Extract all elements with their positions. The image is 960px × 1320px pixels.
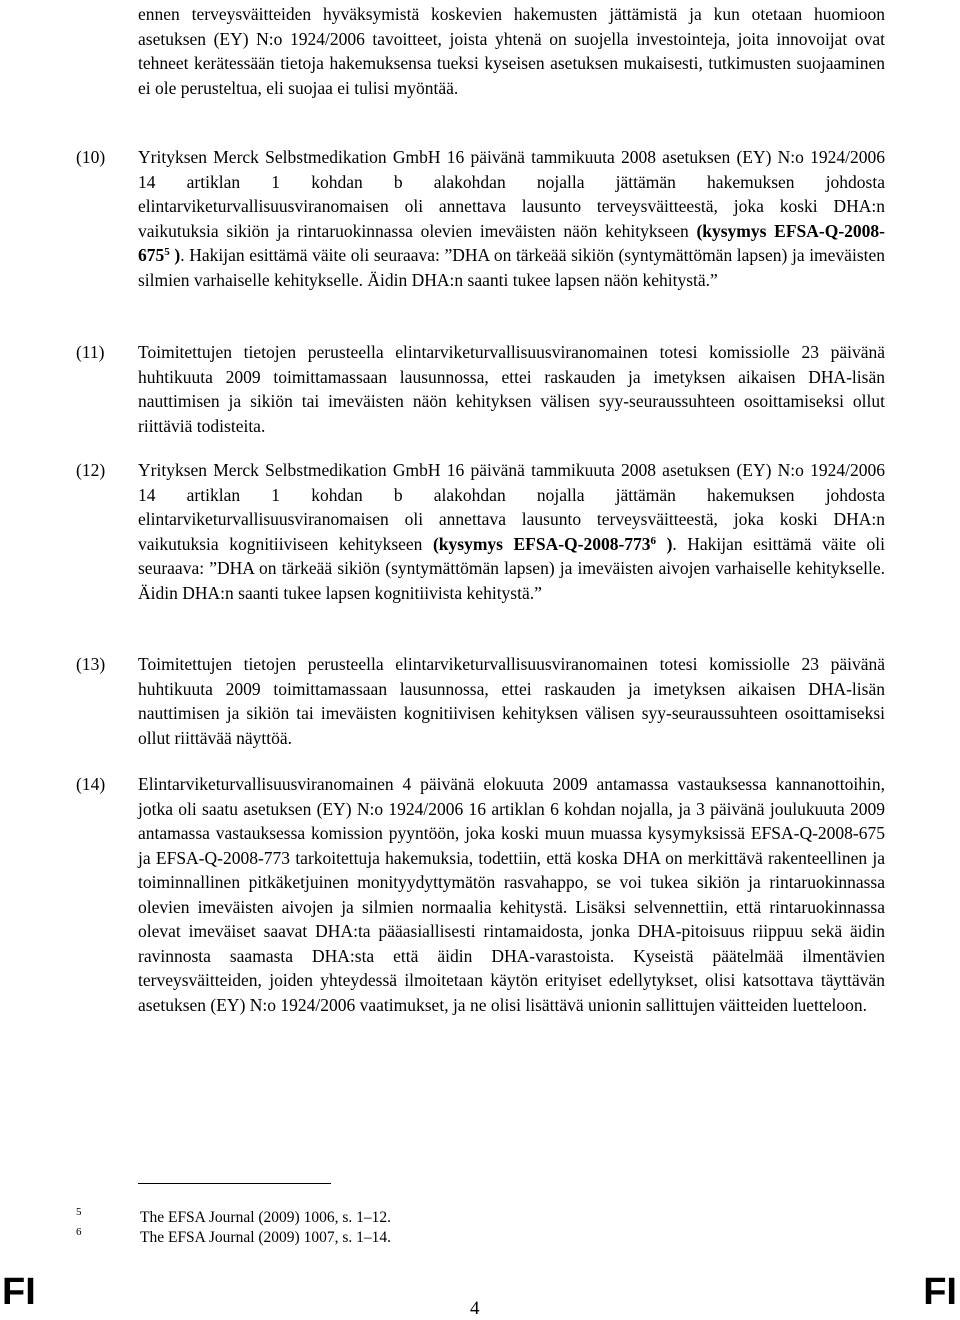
footnote-number: 6 <box>76 1226 82 1238</box>
paragraph-number: (11) <box>76 342 105 362</box>
footnote-text: The EFSA Journal (2009) 1006, s. 1–12. <box>140 1209 392 1226</box>
paragraph-number: (14) <box>76 774 106 794</box>
question-reference: (kysymys EFSA-$Q-2008-675^5$ ) <box>138 220 885 265</box>
question-reference: (kysymys EFSA-$Q-2008-773^6$ ) <box>432 533 673 554</box>
paragraph-text: Elintarviketurvallisuusviranomainen 4 päivänä elokuuta 2009 antamassa vastauksessa kannanottoihin, jotka oli saatu asetuksen (EY) N:o 1924/2006 16 artiklan 6 kohdan nojalla, ja 3 päivänä joulukuuta 2009 antamassa vastauksessa komission pyyntöön, joka koski muun muassa kysymyksissä EFSA-Q-2008-675 ja EFSA-Q-2008-773 tarkoitettuja hakemuksia, todettiin, että koska DHA on merkittävä rakenteellinen ja toiminnallinen pitkäketjuinen monityydyttymätön rasvahappo, se voi tukea sikiön ja rintaruokinnassa olevien imeväisten aivojen ja silmien normaalia kehitystä. Lisäksi selvennettiin, että rintaruokinnassa olevat imeväiset saavat DHA:ta pääasiallisesti rintamaidosta, jonka DHA-pitoisuus riippuu sekä äidin ravinnosta saamasta DHA:sta että äidin DHA-varastoista. Kyseistä päätelmää ilmentävien terveysväitteiden, joiden yhteydessä ilmoitetaan käytön erityiset edellytykset, olisi katsottava täyttävän asetuksen (EY) N:o 1924/2006 vaatimukset, ja ne olisi lisättävä unionin sallittujen väitteiden luetteloon. <box>138 774 885 1015</box>
paragraph-text: Toimitettujen tietojen perusteella elintarviketurvallisuusviranomainen totesi komissiolle 23 päivänä huhtikuuta 2009 toimittamassaan lausunnossa, ettei raskauden ja imetyksen aikaisen DHA-lisän nauttimisen ja sikiön tai imeväisten kognitiivisen kehityksen välisen syy-seuraussuhteen osoittamiseksi ollut riittävää näyttöä. <box>138 654 885 748</box>
paragraph-number: (12) <box>76 460 106 480</box>
paragraph-number: (10) <box>76 147 106 167</box>
footnote-ref[interactable]: 6 <box>650 534 657 547</box>
footnote-number: 5 <box>76 1206 82 1218</box>
paragraph-text: Yrityksen Merck Selbstmedikation GmbH 16 päivänä tammikuuta 2008 asetuksen (EY) N:o 1924/2006 14 artiklan 1 kohdan b alakohdan nojalla jättämän hakemuksen johdosta elintarviketurvallisuusviranomaisen oli annettava lausunto terveysväitteestä, joka koski DHA:n vaikutuksia sikiön ja rintaruokinnassa olevien imeväisten näön kehitykseen (kysymys EFSA-$Q-2008-675^5$ ). Hakijan esittämä väite oli seuraava: ”DHA on tärkeää sikiön (syntymättömän lapsen) ja imeväisten silmien varhaiselle kehitykselle. Äidin DHA:n saanti tukee lapsen näön kehitystä.” <box>138 147 886 290</box>
footnote-text: The EFSA Journal (2009) 1007, s. 1–14. <box>140 1229 392 1246</box>
footnote-separator <box>138 1183 331 1184</box>
continuation-paragraph: ennen terveysväitteiden hyväksymistä koskevien hakemusten jättämistä ja kun otetaan huomioon asetuksen (EY) N:o 1924/2006 tavoitteet, joista yhtenä on suojella investointeja, joita innovoijat ovat tehneet kerätessään tietoja hakemuksensa tueksi kyseisen asetuksen mukaisesti, tutkimusten suojaaminen ei ole perusteltua, eli suojaa ei tulisi myöntää. <box>138 4 885 98</box>
footnote-ref[interactable]: 5 <box>164 246 170 258</box>
paragraph-number: (13) <box>76 654 106 674</box>
language-code-left: FI <box>2 1271 36 1313</box>
paragraph-text: Toimitettujen tietojen perusteella elintarviketurvallisuusviranomainen totesi komissiolle 23 päivänä huhtikuuta 2009 toimittamassaan lausunnossa, ettei raskauden ja imetyksen aikaisen DHA-lisän nauttimisen ja sikiön tai imeväisten näön kehityksen välisen syy-seuraussuhteen osoittamiseksi ollut riittäviä todisteita. <box>138 342 885 436</box>
paragraph-text: Yrityksen Merck Selbstmedikation GmbH 16 päivänä tammikuuta 2008 asetuksen (EY) N:o 1924/2006 14 artiklan 1 kohdan b alakohdan nojalla jättämän hakemuksen johdosta elintarviketurvallisuusviranomaisen oli annettava lausunto terveysväitteestä, joka koski DHA:n vaikutuksia kognitiiviseen kehitykseen (kysymys EFSA-$Q-2008-773^6$ ). Hakijan esittämä väite oli seuraava: ”DHA on tärkeää sikiön (syntymättömän lapsen) ja imeväisten aivojen varhaiselle kehitykselle. Äidin DHA:n saanti tukee lapsen kognitiivista kehitystä.” <box>138 460 885 603</box>
page-number: 4 <box>470 1298 480 1319</box>
language-code-right: FI <box>923 1271 957 1313</box>
